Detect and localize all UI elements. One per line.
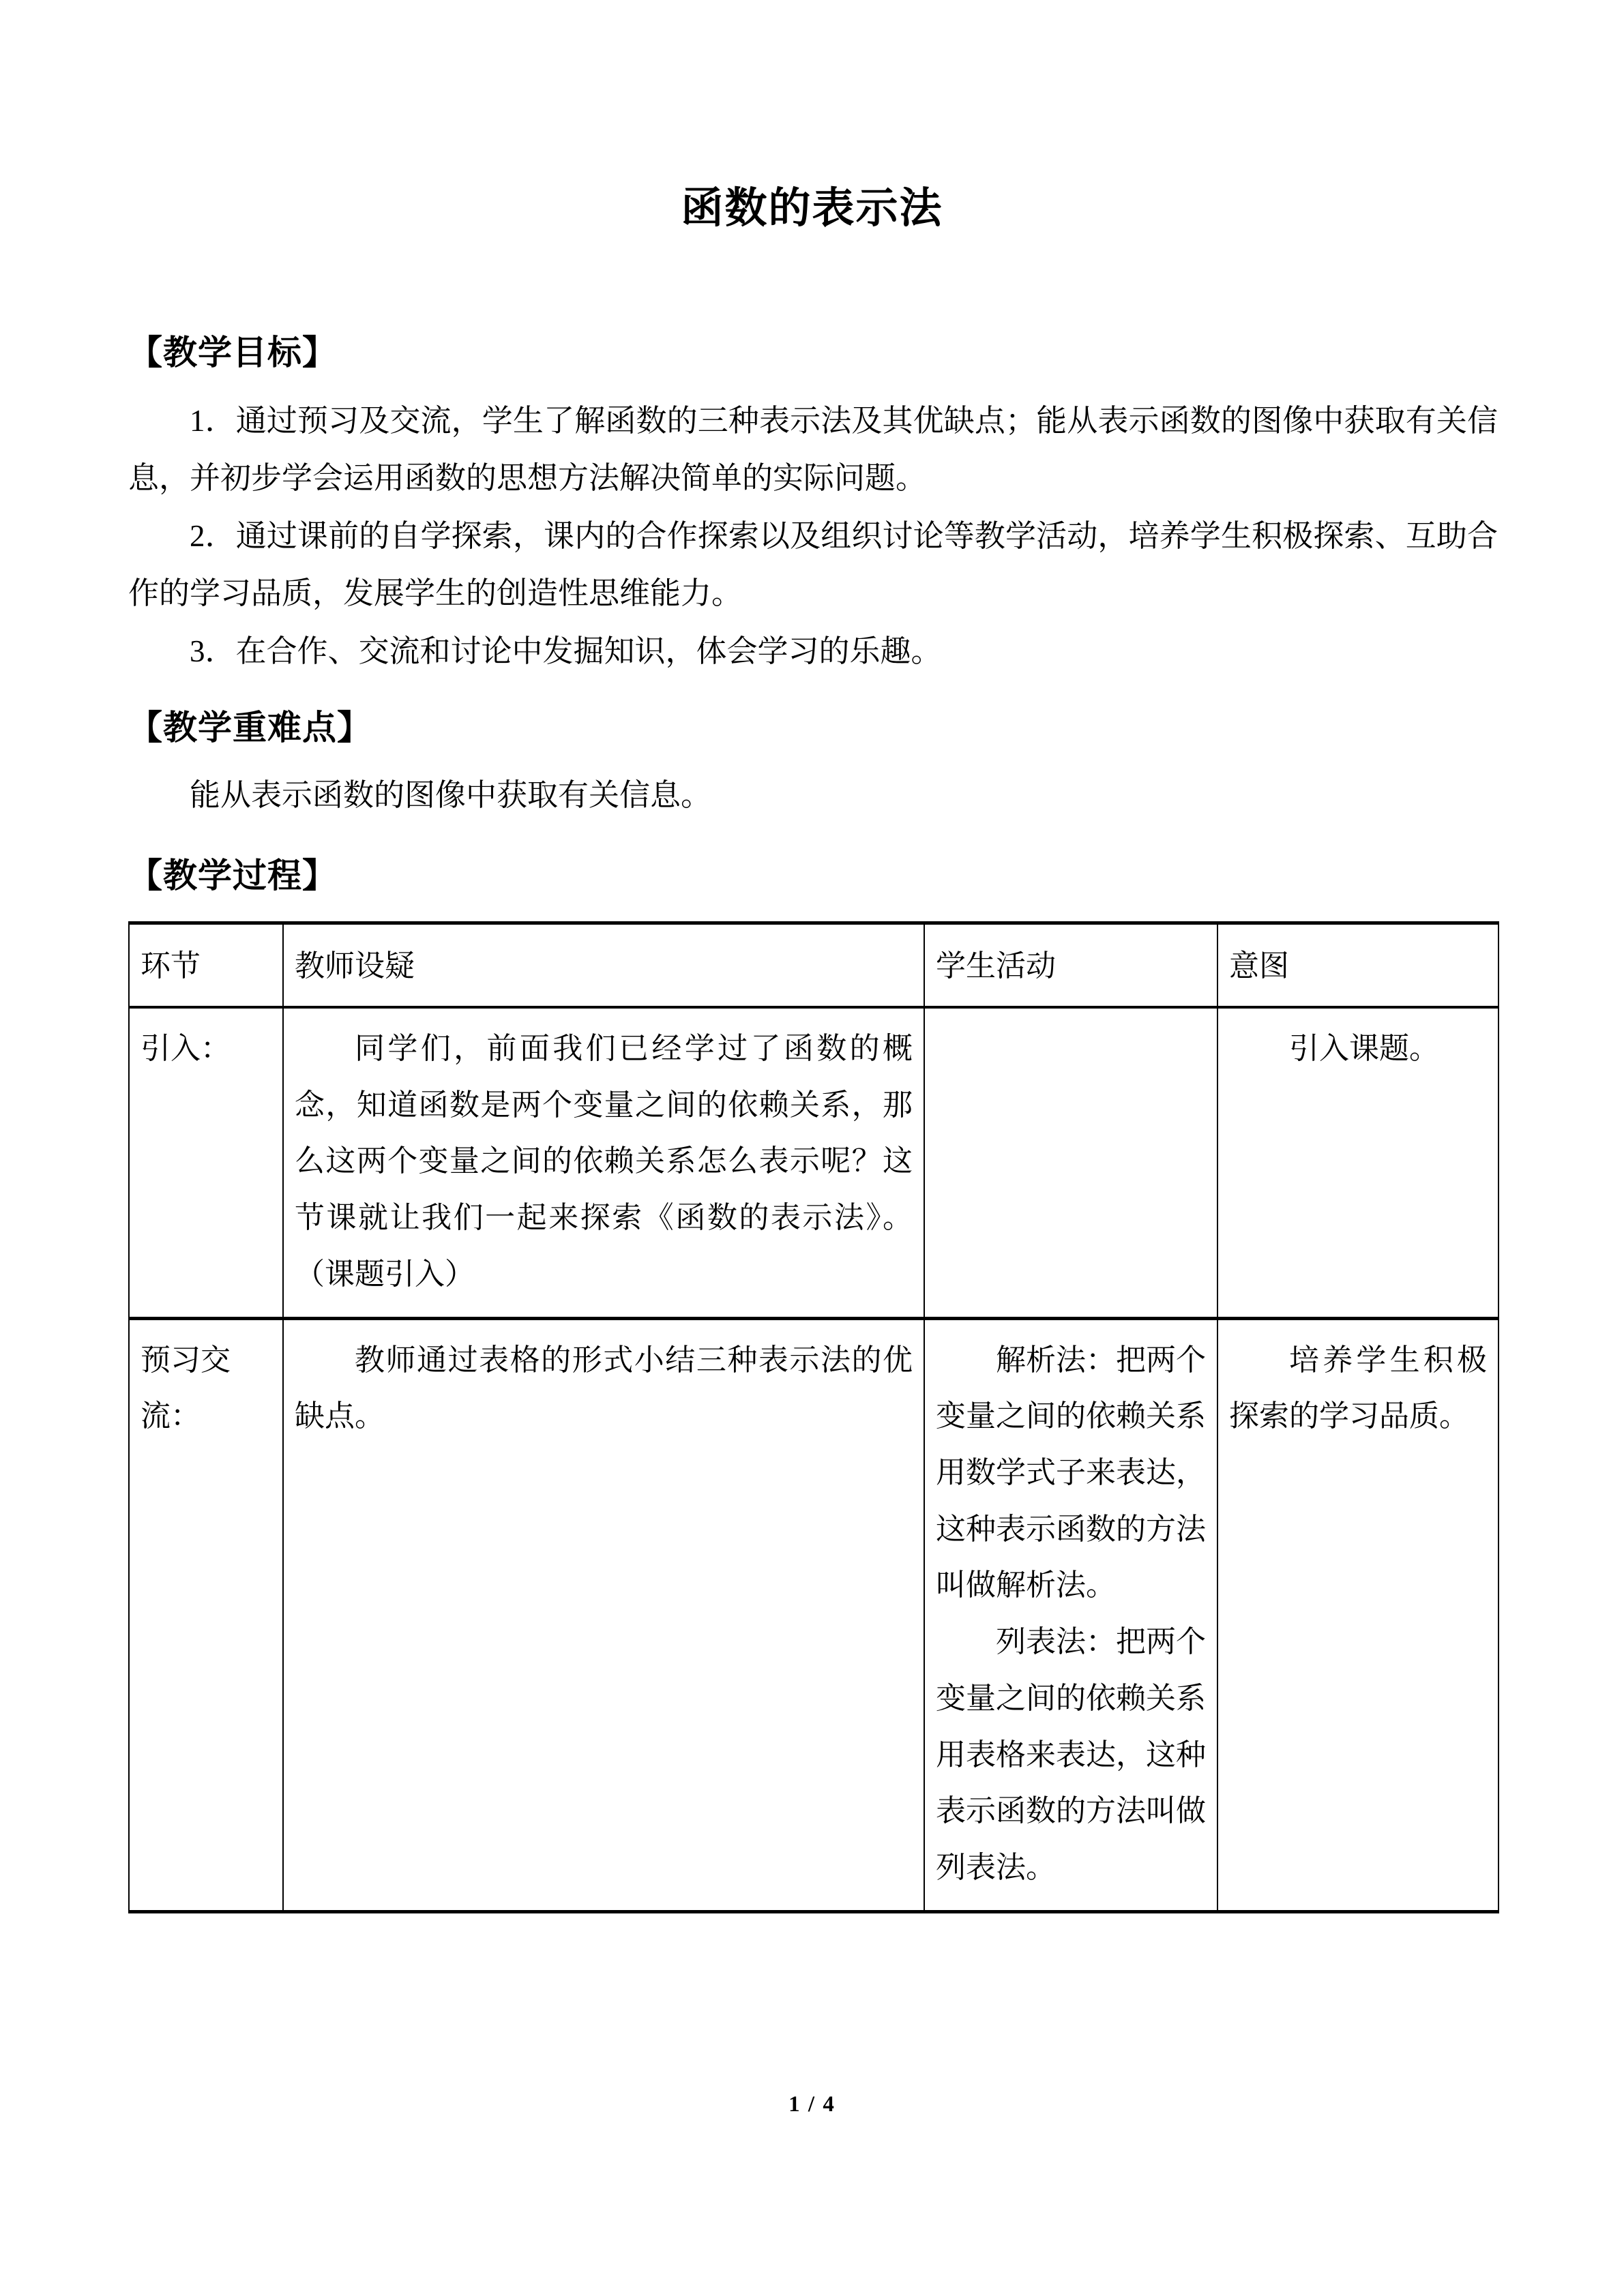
column-header-teacher-questions: 教师设疑 — [283, 923, 924, 1007]
section-heading-key-points: 【教学重难点】 — [128, 708, 372, 747]
teaching-process-table-wrap — [0, 897, 1624, 1913]
cell-intent — [1217, 1007, 1498, 1318]
section-heading-teaching-process: 【教学过程】 — [128, 856, 337, 895]
cell-student-activity — [924, 1318, 1217, 1911]
student-activity-text: 解析法：把两个变量之间的依赖关系用数学式子来表达，这种表示函数的方法叫做解析法。 — [936, 1343, 1206, 1602]
intent-text: 培养学生积极探索的学习品质。 — [1229, 1343, 1487, 1433]
section-heading-teaching-goals: 【教学目标】 — [128, 333, 337, 372]
cell-teacher-questions — [283, 1007, 924, 1318]
teaching-goal-item: 2．通过课前的自学探索，课内的合作探索以及组织讨论等教学活动，培养学生积极探索、互助合作的学习品质，发展学生的创造性思维能力。 — [128, 518, 1498, 611]
table-header-row — [129, 923, 1498, 1007]
cell-student-activity — [924, 1007, 1217, 1318]
student-activity-text: 列表法：把两个变量之间的依赖关系用表格来表达，这种表示函数的方法叫做列表法。 — [936, 1625, 1206, 1885]
cell-intent — [1217, 1318, 1498, 1911]
teaching-goals-body — [0, 374, 1624, 681]
page-title: 函数的表示法 — [681, 185, 943, 232]
key-points-text: 能从表示函数的图像中获取有关信息。 — [190, 778, 712, 813]
cell-stage — [129, 1007, 283, 1318]
table-row — [129, 1318, 1498, 1911]
page-number-footer: 1 / 4 — [788, 2092, 836, 2117]
column-header-stage: 环节 — [129, 923, 283, 1007]
key-points-body — [0, 749, 1624, 824]
cell-stage — [129, 1318, 283, 1911]
teacher-question-text: 教师通过表格的形式小结三种表示法的优缺点。 — [295, 1343, 913, 1433]
intent-text: 引入课题。 — [1289, 1031, 1439, 1065]
teacher-question-text: 同学们，前面我们已经学过了函数的概念，知道函数是两个变量之间的依赖关系，那么这两个变量之间的依赖关系怎么表示呢？这节课就让我们一起来探索《函数的表示法》。（课题引入） — [295, 1031, 913, 1291]
cell-teacher-questions — [283, 1318, 924, 1911]
stage-label: 预习交流： — [141, 1343, 231, 1433]
stage-label: 引入： — [141, 1031, 231, 1065]
column-header-student-activity: 学生活动 — [924, 923, 1217, 1007]
teaching-goal-item: 1．通过预习及交流，学生了解函数的三种表示法及其优缺点；能从表示函数的图像中获取有关信息，并初步学会运用函数的思想方法解决简单的实际问题。 — [128, 403, 1498, 496]
table-row — [129, 1007, 1498, 1318]
teaching-goal-item: 3．在合作、交流和讨论中发掘知识，体会学习的乐趣。 — [190, 634, 942, 669]
table-header — [129, 923, 1498, 1007]
table-body — [129, 1007, 1498, 1911]
column-header-intent: 意图 — [1217, 923, 1498, 1007]
teaching-process-table — [128, 921, 1499, 1913]
